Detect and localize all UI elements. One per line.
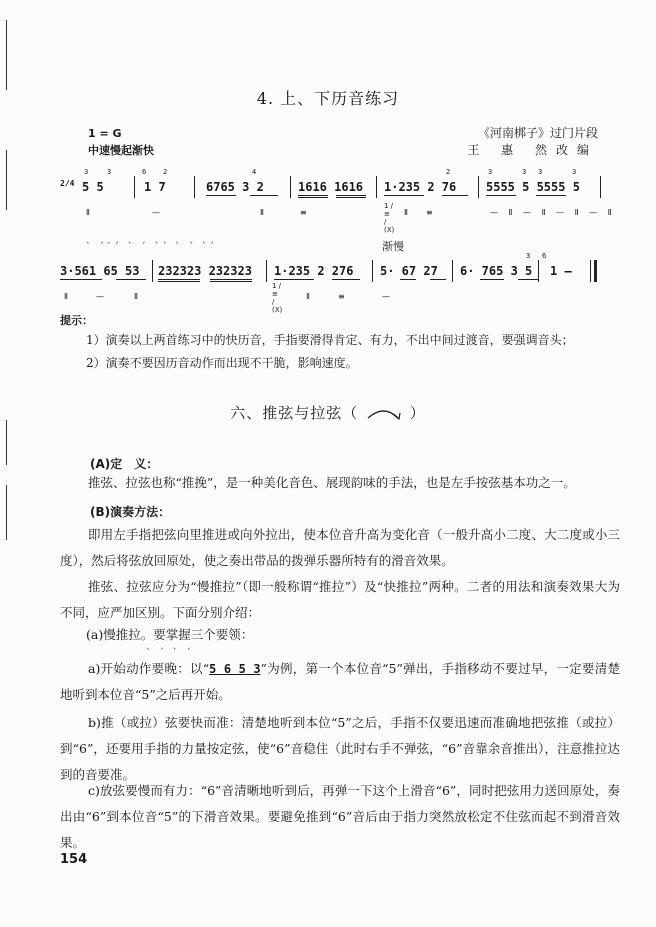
score-bar: 5555 5 5555 5 xyxy=(486,180,580,194)
hint-item-2: 2）演奏不要因历音动作而出现不干脆，影响速度。 xyxy=(86,356,358,370)
tempo-marking: 中速慢起渐快 xyxy=(88,144,154,157)
stroke-marks: ˋ ˊ ˋ ˊ xyxy=(146,648,194,658)
slow-push-pull: (a)慢推拉。要掌握三个要领： xyxy=(86,627,254,642)
page-number: 154 xyxy=(60,852,88,867)
score-row-1: 2/4 5 5 3 3 1 7 6 2 6765 3 2 4 1616 1616 1·235 2 76 2 5555 5 5555 5 3 3 3 3 xyxy=(60,174,608,200)
hint-item-1: 1）演奏以上两首练习中的快历音，手指要滑得肯定、有力，不出中间过渡音，要强调音头； xyxy=(86,333,574,347)
push-pull-arc-icon xyxy=(364,406,404,422)
point-a: a)开始动作要晚：以“5 6 5 3”为例，第一个本位音“5”弹出，手指移动不要过早，一定要清楚地听到本位音“5”之后再开始。 xyxy=(60,661,620,702)
scan-edge-mark xyxy=(6,485,7,540)
score-row-2: 3·561 65 53 232323 232323 1·235 2 276 5· 67 27 6· 765 3 5 3 1 — 6 xyxy=(60,258,608,284)
fingering-row-2: Ⅱ — Ⅱ 1 / ≡ / (X) Ⅱ ≡ — xyxy=(64,282,390,314)
score-bar: 6· 765 3 5 xyxy=(460,264,533,278)
score-arranger: 王 惠 然改编 xyxy=(467,143,598,157)
scan-edge-mark xyxy=(6,20,7,90)
stroke-marks: ˋ ˊˋˊ ˋ ˊ ˋˊ ˋ ˊ ˋˊ xyxy=(86,242,218,252)
definition-heading: (A)定 义： xyxy=(90,457,159,471)
score-bar: 1 — xyxy=(550,264,572,278)
section-title: 六、推弦与拉弦（ ） xyxy=(230,404,426,422)
score-bar: 5 5 xyxy=(82,180,104,194)
score-bar: 1 7 xyxy=(144,180,166,194)
scan-edge-mark xyxy=(6,150,7,210)
score-source: 《河南梆子》过门片段 xyxy=(477,126,598,140)
key-signature: 1 = G xyxy=(88,127,122,140)
point-b: b)推（或拉）弦要快而准：清楚地听到本位“5”之后，手指不仅要迅速而准确地把弦推（或拉）到“6”，还要用手指的力量按定弦，使“6”音稳住（此时右手不弹弦，“6”音靠余音推出），注意推拉达到的音要准。 xyxy=(60,715,620,782)
definition-text: 推弦、拉弦也称“推挽”，是一种美化音色、展现韵味的手法，也是左手按弦基本功之一。 xyxy=(88,475,576,490)
score-bar: 6765 3 2 xyxy=(206,180,264,194)
score-bar: 5· 67 27 xyxy=(380,264,438,278)
scan-edge-mark xyxy=(6,420,7,465)
score-bar: 1·235 2 276 xyxy=(274,264,354,278)
score-meta-right xyxy=(467,125,598,159)
exercise-title: 4. 上、下历音练习 xyxy=(256,89,400,108)
point-c: c)放弦要慢而有力：“6”音清晰地听到后，再弹一下这个上滑音“6”，同时把弦用力送回原处，奏出由“6”到本位音“5”的下滑音效果。要避免推到“6”音后由于指力突然放松定不住弦而起不到滑音效果。 xyxy=(60,783,620,850)
example-notes: 5 6 5 3 xyxy=(209,662,261,676)
time-signature: 2/4 xyxy=(60,179,75,188)
score-bar: 1616 1616 xyxy=(298,180,364,194)
hints-label: 提示： xyxy=(60,314,93,327)
score-bar: 232323 232323 xyxy=(158,264,252,278)
score-bar: 1·235 2 76 xyxy=(384,180,457,194)
method-paragraph-1: 即用左手指把弦向里推进或向外拉出，使本位音升高为变化音（一般升高小二度、大二度或小三度），然后将弦放回原处，使之奏出带品的拨弹乐器所特有的滑音效果。 xyxy=(60,527,620,568)
score-bar: 3·561 65 53 xyxy=(60,264,140,278)
score-meta-left xyxy=(88,125,154,159)
method-heading: (B)演奏方法： xyxy=(90,505,171,519)
method-paragraph-2: 推弦、拉弦应分为“慢推拉”（即一般称谓“推拉”）及“快推拉”两种。二者的用法和演奏效果大为不同，应严加区别。下面分别介绍： xyxy=(60,579,620,620)
tempo-change: 渐慢 xyxy=(382,240,404,253)
fingering-row-1: Ⅱ — Ⅱ ≡ 1 / ≡ / (X) Ⅱ ≡ — Ⅱ — Ⅱ — Ⅱ — Ⅱ xyxy=(86,202,616,234)
